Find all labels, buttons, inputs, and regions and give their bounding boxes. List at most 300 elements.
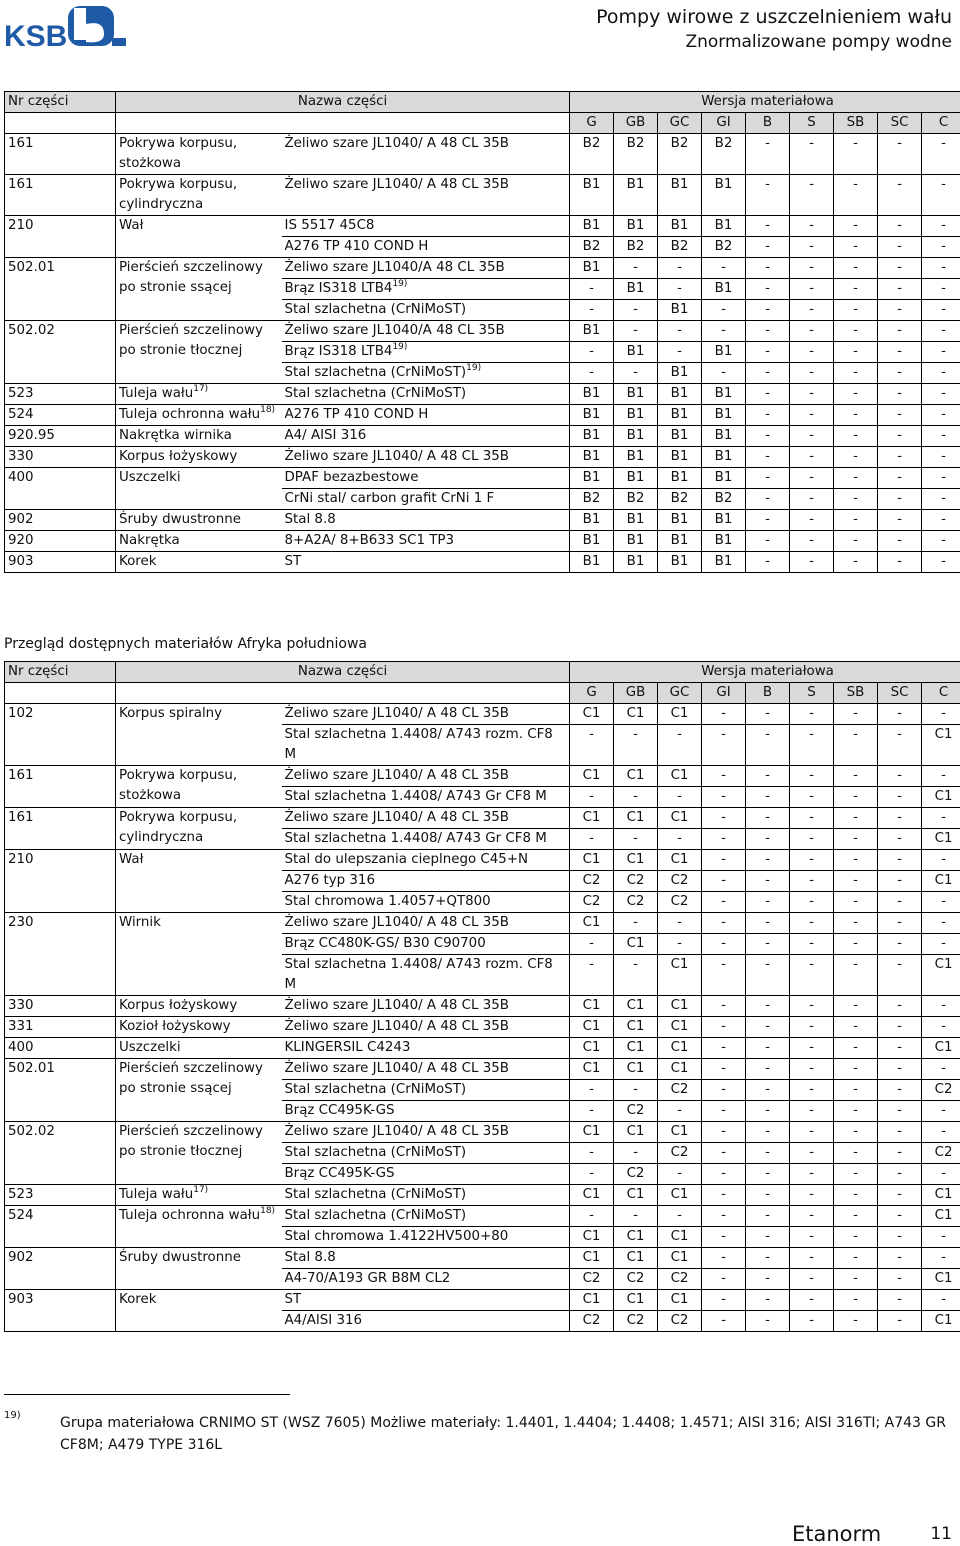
variant-value: C1 <box>614 1038 658 1059</box>
variant-value: - <box>922 1164 960 1185</box>
variant-value: - <box>702 996 746 1017</box>
variant-value: - <box>878 766 922 787</box>
variant-value: - <box>878 934 922 955</box>
variant-value: - <box>790 405 834 426</box>
variant-value: - <box>834 829 878 850</box>
variant-value: C1 <box>570 1038 614 1059</box>
variant-value: B1 <box>702 216 746 237</box>
variant-value: - <box>878 237 922 258</box>
table-row <box>5 1248 960 1269</box>
variant-value: - <box>790 1017 834 1038</box>
variant-value: - <box>878 850 922 871</box>
variant-value: - <box>790 725 834 766</box>
variant-value: - <box>658 279 702 300</box>
variant-value: - <box>746 300 790 321</box>
variant-gi: GI <box>702 683 746 704</box>
variant-value: - <box>746 1206 790 1227</box>
variant-value: C1 <box>658 850 702 871</box>
variant-value: B1 <box>658 405 702 426</box>
material <box>282 237 570 258</box>
variant-s: S <box>790 113 834 134</box>
part-number: 524 <box>5 405 116 426</box>
part-name-text: Uszczelki <box>119 470 181 485</box>
variant-value: C1 <box>658 1290 702 1311</box>
variant-value: - <box>878 1227 922 1248</box>
variant-value: - <box>878 996 922 1017</box>
variant-value: - <box>790 871 834 892</box>
part-name-text: Nakrętka wirnika <box>119 428 232 443</box>
variant-value: - <box>834 216 878 237</box>
material <box>282 279 570 300</box>
part-name-text: Uszczelki <box>119 1040 181 1055</box>
variant-value: - <box>878 1038 922 1059</box>
part-name-text: Pokrywa korpusu, stożkowa <box>119 768 237 803</box>
variant-value: - <box>702 363 746 384</box>
table-row <box>5 216 960 237</box>
material-text: Żeliwo szare JL1040/ A 48 CL 35B <box>285 810 509 825</box>
material-text: ST <box>285 1292 302 1307</box>
variant-value: B1 <box>570 405 614 426</box>
header-name: Nazwa części <box>116 662 570 683</box>
material <box>282 1101 570 1122</box>
variant-value: - <box>702 1311 746 1332</box>
variant-value: - <box>746 237 790 258</box>
variant-value: - <box>614 787 658 808</box>
variant-value: B1 <box>570 552 614 573</box>
variant-value: - <box>834 913 878 934</box>
variant-g: G <box>570 683 614 704</box>
variant-value: C1 <box>614 1227 658 1248</box>
variant-value: - <box>746 216 790 237</box>
variant-value: C2 <box>922 1143 960 1164</box>
variant-value: - <box>922 996 960 1017</box>
material-text: ST <box>285 554 302 569</box>
variant-value: C1 <box>658 1059 702 1080</box>
variant-value: - <box>878 134 922 175</box>
variant-value: B2 <box>570 237 614 258</box>
variant-value: - <box>658 934 702 955</box>
variant-value: C2 <box>658 1143 702 1164</box>
part-name <box>116 1122 282 1185</box>
variant-value: - <box>570 934 614 955</box>
table-row <box>5 1059 960 1080</box>
material-text: Stal szlachetna (CrNiMoST) <box>285 1145 467 1160</box>
part-name <box>116 766 282 808</box>
variant-value: - <box>878 1248 922 1269</box>
footnote-ref: 18) <box>260 1206 275 1216</box>
part-name-text: Wirnik <box>119 915 161 930</box>
material-text: A4/AISI 316 <box>285 1313 363 1328</box>
part-number: 502.01 <box>5 1059 116 1122</box>
variant-value: - <box>790 134 834 175</box>
material <box>282 447 570 468</box>
variant-value: - <box>614 913 658 934</box>
variant-value: - <box>834 1122 878 1143</box>
variant-value: - <box>878 892 922 913</box>
variant-value: C2 <box>570 892 614 913</box>
material-text: Stal szlachetna (CrNiMoST) <box>285 365 467 380</box>
variant-value: - <box>702 1164 746 1185</box>
variant-value: - <box>614 300 658 321</box>
header-title: Pompy wirowe z uszczelnieniem wału <box>596 6 952 28</box>
part-name <box>116 913 282 996</box>
part-number: 920.95 <box>5 426 116 447</box>
material-text: Brąz IS318 LTB4 <box>285 281 393 296</box>
variant-value: - <box>878 300 922 321</box>
variant-value: - <box>834 934 878 955</box>
variant-value: C1 <box>658 704 702 725</box>
variant-value: - <box>834 342 878 363</box>
footnote-text: Grupa materiałowa CRNIMO ST (WSZ 7605) Możliwe materiały: 1.4401, 1.4404; 1.4408; 1.4571; AISI 316; AISI 316TI; A743 GR CF8M; A479 TYPE 316L <box>60 1412 956 1456</box>
part-number: 330 <box>5 447 116 468</box>
variant-value: - <box>746 913 790 934</box>
variant-value: B1 <box>570 447 614 468</box>
variant-value: - <box>790 1227 834 1248</box>
material <box>282 384 570 405</box>
variant-gb: GB <box>614 113 658 134</box>
variant-value: B1 <box>614 342 658 363</box>
variant-value: - <box>658 342 702 363</box>
part-name-text: Kozioł łożyskowy <box>119 1019 231 1034</box>
part-name-text: Korpus spiralny <box>119 706 222 721</box>
variant-value: - <box>834 1311 878 1332</box>
variant-sc: SC <box>878 113 922 134</box>
variant-value: - <box>746 531 790 552</box>
materials-table-2 <box>4 661 960 1332</box>
variant-value: - <box>834 1017 878 1038</box>
variant-value: B2 <box>658 489 702 510</box>
part-number: 161 <box>5 766 116 808</box>
variant-value: C1 <box>658 1185 702 1206</box>
variant-value: - <box>790 447 834 468</box>
variant-value: B1 <box>614 468 658 489</box>
variant-value: B1 <box>570 468 614 489</box>
table-row <box>5 175 960 216</box>
variant-value: B1 <box>658 216 702 237</box>
variant-value: - <box>834 489 878 510</box>
part-name <box>116 1038 282 1059</box>
part-name-text: Tuleja wału <box>119 386 193 401</box>
variant-value: - <box>746 934 790 955</box>
variant-value: - <box>790 955 834 996</box>
variant-value: - <box>834 1143 878 1164</box>
variant-value: - <box>790 1311 834 1332</box>
material-text: Stal chromowa 1.4122HV500+80 <box>285 1229 509 1244</box>
part-name <box>116 1290 282 1332</box>
variant-value: - <box>790 1269 834 1290</box>
material <box>282 725 570 766</box>
material <box>282 704 570 725</box>
series-name: Etanorm <box>792 1522 881 1546</box>
variant-value: - <box>878 468 922 489</box>
variant-value: - <box>878 955 922 996</box>
variant-value: B1 <box>570 510 614 531</box>
variant-value: B2 <box>570 134 614 175</box>
variant-value: - <box>746 489 790 510</box>
variant-value: - <box>658 258 702 279</box>
variant-value: - <box>834 468 878 489</box>
variant-value: - <box>790 468 834 489</box>
variant-value: - <box>922 1101 960 1122</box>
variant-value: B2 <box>658 134 702 175</box>
part-name-text: Pokrywa korpusu, stożkowa <box>119 136 237 171</box>
variant-value: - <box>878 1185 922 1206</box>
variant-value: - <box>790 766 834 787</box>
material-text: Żeliwo szare JL1040/ A 48 CL 35B <box>285 1019 509 1034</box>
variant-value: - <box>834 510 878 531</box>
variant-value: - <box>746 510 790 531</box>
part-name-text: Pierścień szczelinowy po stronie ssącej <box>119 260 263 295</box>
variant-value: - <box>834 871 878 892</box>
variant-gb: GB <box>614 683 658 704</box>
variant-value: - <box>790 913 834 934</box>
variant-value: - <box>878 1059 922 1080</box>
header-version: Wersja materiałowa <box>570 662 960 683</box>
variant-value: - <box>746 1290 790 1311</box>
variant-value: - <box>746 1248 790 1269</box>
table-row <box>5 996 960 1017</box>
variant-value: B2 <box>658 237 702 258</box>
variant-value: C1 <box>658 1248 702 1269</box>
material-text: Żeliwo szare JL1040/ A 48 CL 35B <box>285 449 509 464</box>
variant-value: - <box>702 1059 746 1080</box>
variant-value: - <box>614 363 658 384</box>
part-name <box>116 384 282 405</box>
material-text: DPAF bezazbestowe <box>285 470 419 485</box>
variant-value: B1 <box>658 384 702 405</box>
footnote-ref: 19) <box>392 342 407 352</box>
variant-value: - <box>790 531 834 552</box>
variant-value: - <box>702 1038 746 1059</box>
variant-value: - <box>702 321 746 342</box>
variant-value: - <box>878 1122 922 1143</box>
variant-value: - <box>878 258 922 279</box>
header-nr: Nr części <box>5 92 116 113</box>
variant-value: C1 <box>922 787 960 808</box>
variant-value: - <box>702 725 746 766</box>
variant-value: - <box>790 384 834 405</box>
variant-value: - <box>790 996 834 1017</box>
material <box>282 913 570 934</box>
variant-c: C <box>922 113 960 134</box>
variant-value: C1 <box>570 766 614 787</box>
material <box>282 787 570 808</box>
variant-value: - <box>834 237 878 258</box>
variant-value: - <box>834 321 878 342</box>
part-name <box>116 1206 282 1248</box>
variant-value: - <box>702 955 746 996</box>
variant-value: C1 <box>614 850 658 871</box>
variant-value: - <box>746 871 790 892</box>
variant-value: - <box>834 134 878 175</box>
variant-value: - <box>922 489 960 510</box>
variant-value: - <box>746 1080 790 1101</box>
variant-value: C1 <box>922 1269 960 1290</box>
variant-value: C1 <box>570 808 614 829</box>
variant-value: - <box>922 808 960 829</box>
material <box>282 1164 570 1185</box>
variant-value: B2 <box>570 489 614 510</box>
variant-value: - <box>878 1101 922 1122</box>
variant-value: - <box>834 279 878 300</box>
variant-value: C1 <box>922 1311 960 1332</box>
material <box>282 1311 570 1332</box>
material-text: Brąz CC495K-GS <box>285 1103 395 1118</box>
variant-value: - <box>570 363 614 384</box>
part-number: 903 <box>5 552 116 573</box>
variant-value: - <box>790 300 834 321</box>
variant-gc: GC <box>658 113 702 134</box>
variant-value: - <box>922 1290 960 1311</box>
material <box>282 426 570 447</box>
header-blank <box>116 683 570 704</box>
variant-sb: SB <box>834 113 878 134</box>
variant-value: B1 <box>658 468 702 489</box>
variant-value: - <box>746 955 790 996</box>
variant-value: - <box>922 279 960 300</box>
variant-value: - <box>746 321 790 342</box>
variant-value: C1 <box>570 1185 614 1206</box>
part-number: 331 <box>5 1017 116 1038</box>
variant-value: C2 <box>658 892 702 913</box>
variant-value: C1 <box>658 1038 702 1059</box>
material <box>282 258 570 279</box>
variant-value: - <box>834 1248 878 1269</box>
variant-value: - <box>702 704 746 725</box>
material-text: A4/ AISI 316 <box>285 428 367 443</box>
part-name-text: Korpus łożyskowy <box>119 998 237 1013</box>
table-row <box>5 426 960 447</box>
variant-value: - <box>790 1206 834 1227</box>
variant-value: - <box>790 1122 834 1143</box>
variant-value: - <box>702 1122 746 1143</box>
material <box>282 871 570 892</box>
table-row <box>5 1038 960 1059</box>
variant-value: - <box>922 342 960 363</box>
variant-value: - <box>746 384 790 405</box>
part-number: 400 <box>5 1038 116 1059</box>
footnote-ref: 19) <box>392 279 407 289</box>
variant-value: - <box>746 787 790 808</box>
material <box>282 363 570 384</box>
variant-value: C1 <box>658 766 702 787</box>
variant-value: - <box>746 725 790 766</box>
part-name-text: Pierścień szczelinowy po stronie tłocznej <box>119 1124 263 1159</box>
variant-value: - <box>834 704 878 725</box>
material-text: Stal szlachetna 1.4408/ A743 rozm. CF8 M <box>285 957 553 992</box>
table-row <box>5 258 960 279</box>
variant-value: C1 <box>570 1017 614 1038</box>
variant-value: - <box>878 426 922 447</box>
variant-value: - <box>922 1248 960 1269</box>
part-name-text: Tuleja ochronna wału <box>119 1208 260 1223</box>
part-name <box>116 552 282 573</box>
variant-value: C1 <box>658 1122 702 1143</box>
variant-value: C2 <box>570 871 614 892</box>
variant-value: B1 <box>614 531 658 552</box>
variant-value: - <box>834 1038 878 1059</box>
material-text: Stal do ulepszania cieplnego C45+N <box>285 852 529 867</box>
table-row <box>5 766 960 787</box>
header-nr: Nr części <box>5 662 116 683</box>
variant-value: - <box>922 405 960 426</box>
page-number: 11 <box>930 1524 952 1544</box>
variant-value: - <box>790 1143 834 1164</box>
table-row <box>5 808 960 829</box>
variant-value: - <box>702 934 746 955</box>
variant-value: - <box>922 237 960 258</box>
variant-value: - <box>790 321 834 342</box>
material-text: Stal szlachetna 1.4408/ A743 rozm. CF8 M <box>285 727 553 762</box>
header-blank <box>116 113 570 134</box>
variant-value: - <box>834 1206 878 1227</box>
table-row <box>5 1122 960 1143</box>
variant-value: - <box>702 1017 746 1038</box>
variant-value: - <box>790 363 834 384</box>
variant-value: - <box>834 850 878 871</box>
material-text: Stal szlachetna (CrNiMoST) <box>285 386 467 401</box>
material-text: Brąz CC480K-GS/ B30 C90700 <box>285 936 486 951</box>
part-number: 902 <box>5 1248 116 1290</box>
variant-value: - <box>834 531 878 552</box>
part-name <box>116 258 282 321</box>
variant-value: - <box>834 363 878 384</box>
variant-value: B1 <box>614 552 658 573</box>
part-name <box>116 1059 282 1122</box>
variant-value: - <box>922 363 960 384</box>
material <box>282 996 570 1017</box>
variant-value: - <box>922 468 960 489</box>
variant-value: - <box>746 175 790 216</box>
variant-value: - <box>702 1269 746 1290</box>
variant-value: B1 <box>614 510 658 531</box>
header-name: Nazwa części <box>116 92 570 113</box>
part-name-text: Tuleja wału <box>119 1187 193 1202</box>
variant-value: - <box>614 725 658 766</box>
variant-value: - <box>922 1059 960 1080</box>
variant-value: - <box>658 1164 702 1185</box>
variant-value: B1 <box>570 531 614 552</box>
variant-value: - <box>746 829 790 850</box>
variant-value: C2 <box>658 1311 702 1332</box>
part-name-text: Korpus łożyskowy <box>119 449 237 464</box>
part-name <box>116 405 282 426</box>
variant-value: - <box>790 216 834 237</box>
variant-value: - <box>702 1248 746 1269</box>
material <box>282 934 570 955</box>
variant-value: - <box>878 342 922 363</box>
material-text: KLINGERSIL C4243 <box>285 1040 411 1055</box>
variant-value: C1 <box>570 704 614 725</box>
header-blank <box>5 683 116 704</box>
table-row <box>5 913 960 934</box>
variant-value: B1 <box>702 175 746 216</box>
variant-value: - <box>570 1101 614 1122</box>
footnote-mark: 19) <box>4 1410 21 1421</box>
material-text: Żeliwo szare JL1040/ A 48 CL 35B <box>285 915 509 930</box>
variant-value: C1 <box>570 1290 614 1311</box>
variant-value: - <box>746 1143 790 1164</box>
variant-value: B1 <box>614 447 658 468</box>
table-row <box>5 531 960 552</box>
material-text: Żeliwo szare JL1040/ A 48 CL 35B <box>285 177 509 192</box>
footnote-ref: 17) <box>193 1185 208 1195</box>
variant-value: B1 <box>570 258 614 279</box>
material-text: Żeliwo szare JL1040/A 48 CL 35B <box>285 323 505 338</box>
material <box>282 1017 570 1038</box>
variant-value: - <box>746 405 790 426</box>
variant-value: C1 <box>922 1206 960 1227</box>
